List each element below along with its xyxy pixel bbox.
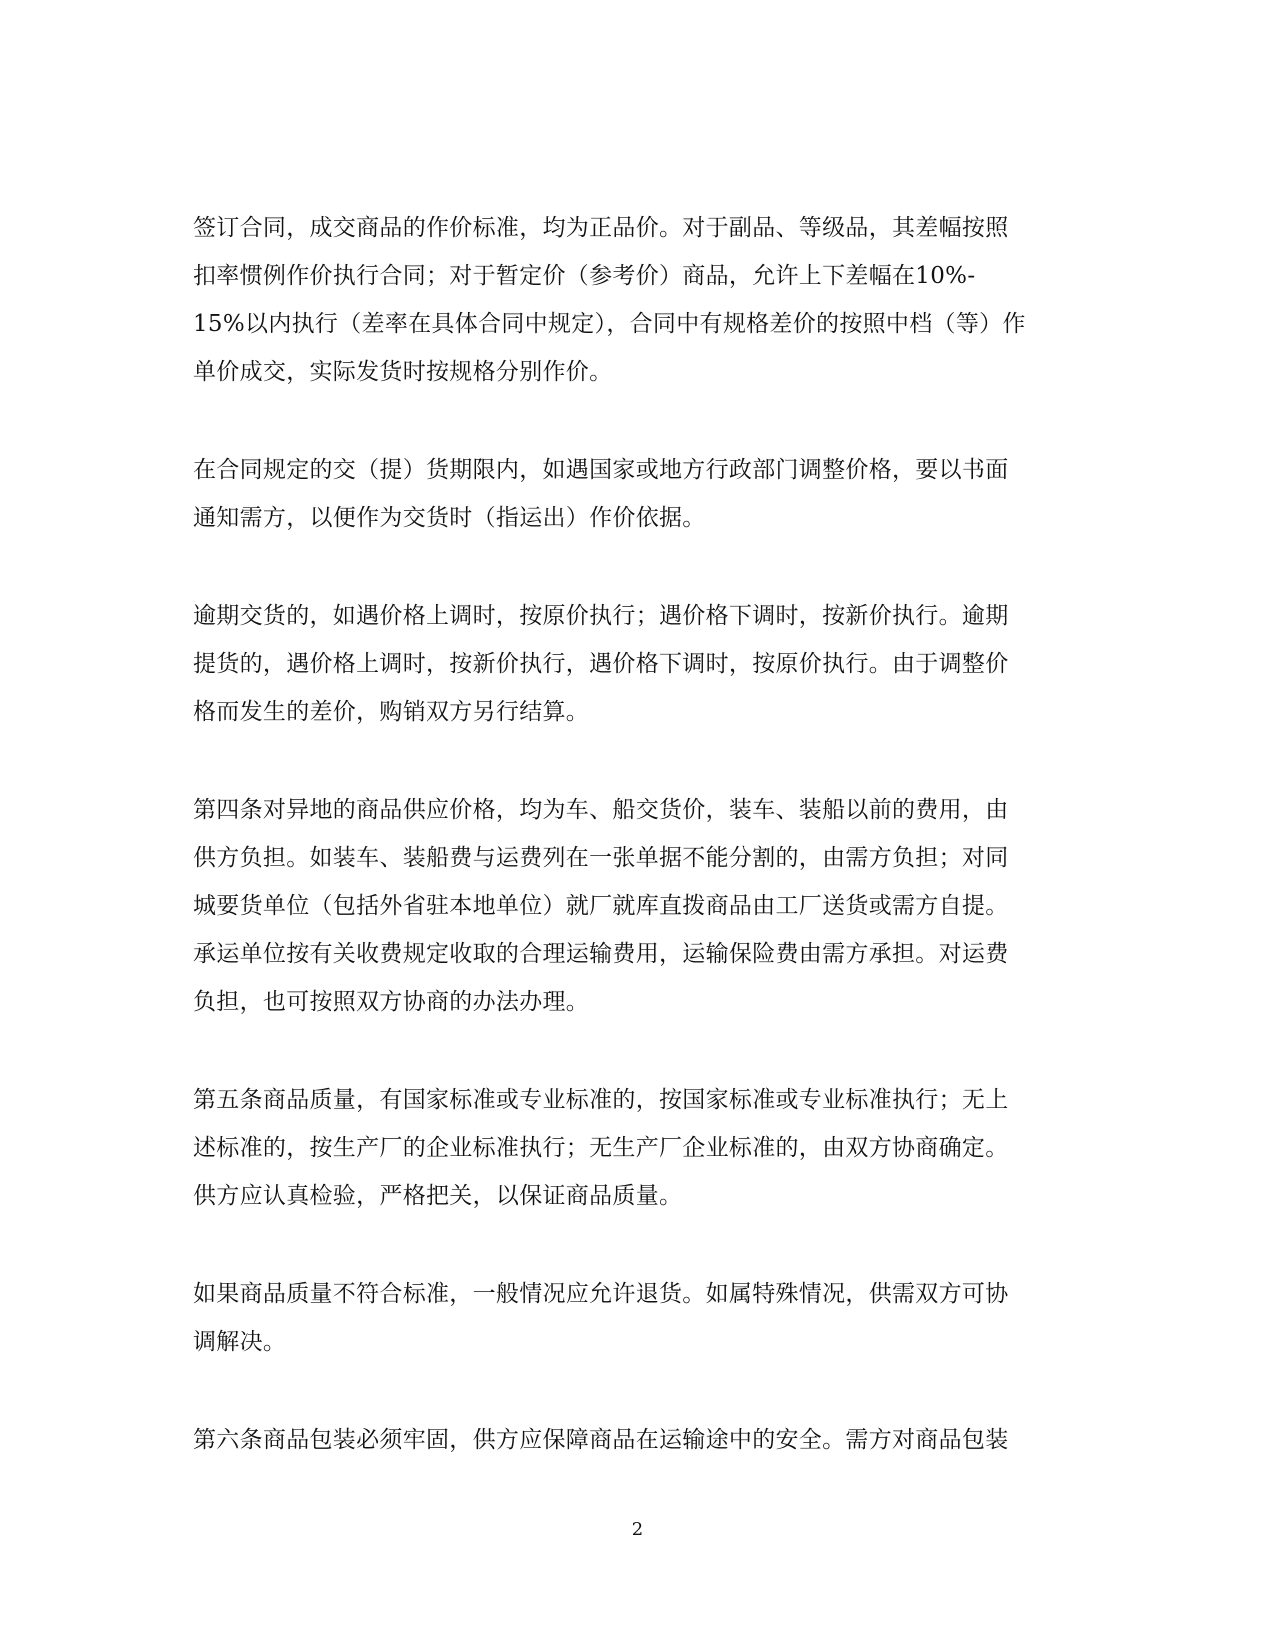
text-line: 第四条对异地的商品供应价格，均为车、船交货价，装车、装船以前的费用，由 bbox=[193, 797, 1009, 823]
text-line: 签订合同，成交商品的作价标准，均为正品价。对于副品、等级品，其差幅按照 bbox=[193, 215, 1009, 241]
page-number: 2 bbox=[631, 1519, 644, 1540]
text-line: 如果商品质量不符合标准，一般情况应允许退货。如属特殊情况，供需双方可协 bbox=[193, 1281, 1009, 1307]
text-line: 第五条商品质量，有国家标准或专业标准的，按国家标准或专业标准执行；无上 bbox=[193, 1087, 1009, 1113]
text-line: 15%以内执行（差率在具体合同中规定），合同中有规格差价的按照中档（等）作 bbox=[193, 311, 1026, 337]
text-line: 格而发生的差价，购销双方另行结算。 bbox=[193, 699, 590, 725]
text-line: 第六条商品包装必须牢固，供方应保障商品在运输途中的安全。需方对商品包装 bbox=[193, 1427, 1009, 1453]
text-line: 提货的，遇价格上调时，按新价执行，遇价格下调时，按原价执行。由于调整价 bbox=[193, 651, 1009, 677]
paragraph-article-6 bbox=[193, 1416, 1083, 1464]
paragraph-pricing-standard bbox=[193, 204, 1083, 396]
text-line: 单价成交，实际发货时按规格分别作价。 bbox=[193, 359, 613, 385]
paragraph-article-4 bbox=[193, 786, 1083, 1026]
text-line: 供方应认真检验，严格把关，以保证商品质量。 bbox=[193, 1183, 683, 1209]
text-line: 城要货单位（包括外省驻本地单位）就厂就库直拨商品由工厂送货或需方自提。 bbox=[193, 893, 1009, 919]
paragraph-quality-return bbox=[193, 1270, 1083, 1366]
paragraph-overdue-delivery bbox=[193, 592, 1083, 736]
text-line: 通知需方，以便作为交货时（指运出）作价依据。 bbox=[193, 505, 706, 531]
text-line: 逾期交货的，如遇价格上调时，按原价执行；遇价格下调时，按新价执行。逾期 bbox=[193, 603, 1009, 629]
text-line: 供方负担。如装车、装船费与运费列在一张单据不能分割的，由需方负担；对同 bbox=[193, 845, 1009, 871]
text-line: 在合同规定的交（提）货期限内，如遇国家或地方行政部门调整价格，要以书面 bbox=[193, 457, 1009, 483]
text-line: 承运单位按有关收费规定收取的合理运输费用，运输保险费由需方承担。对运费 bbox=[193, 941, 1009, 967]
paragraph-article-5 bbox=[193, 1076, 1083, 1220]
document-body bbox=[193, 204, 1083, 1514]
text-line: 负担，也可按照双方协商的办法办理。 bbox=[193, 989, 590, 1015]
text-line: 扣率惯例作价执行合同；对于暂定价（参考价）商品，允许上下差幅在10%- bbox=[193, 263, 976, 289]
paragraph-price-adjustment-notice bbox=[193, 446, 1083, 542]
text-line: 述标准的，按生产厂的企业标准执行；无生产厂企业标准的，由双方协商确定。 bbox=[193, 1135, 1009, 1161]
text-line: 调解决。 bbox=[193, 1329, 287, 1355]
